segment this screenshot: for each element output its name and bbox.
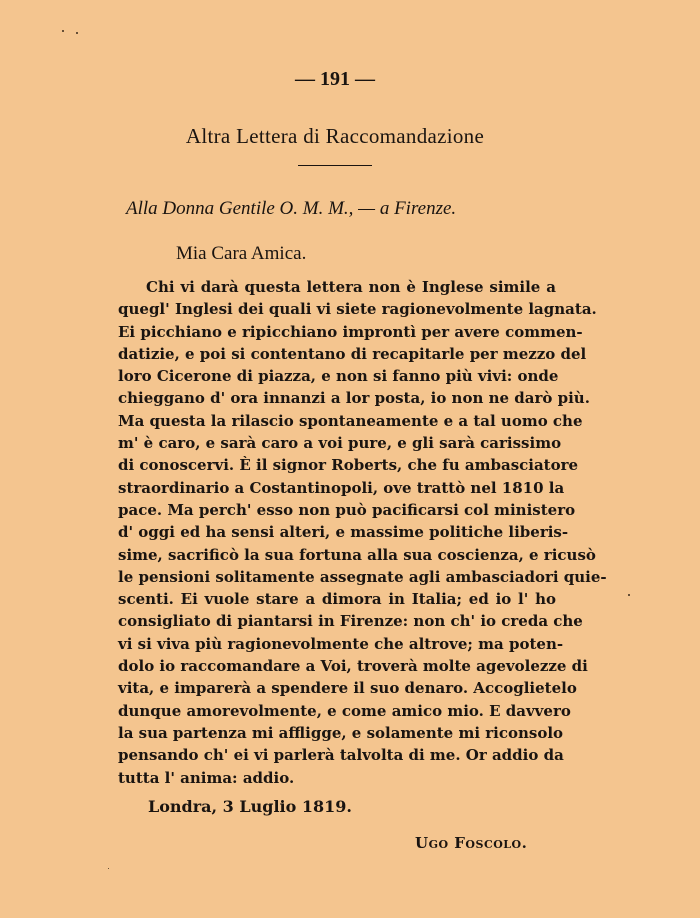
body-line: loro Cicerone di piazza, e non si fanno più vivi: onde [118, 367, 559, 386]
paper-speck [62, 30, 64, 32]
body-line: Ei picchiano e ripicchiano improntì per avere commen- [118, 322, 583, 341]
body-line: vita, e imparerà a spendere il suo denaro. Accoglietelo [118, 679, 577, 698]
letter-date: Londra, 3 Luglio 1819. [148, 797, 352, 816]
body-line: d' oggi ed ha sensi alteri, e massime politiche liberis- [118, 523, 569, 542]
title-divider [298, 165, 372, 166]
letter-title: Altra Lettera di Raccomandazione [185, 124, 485, 148]
body-line: sime, sacrificò la sua fortuna alla sua coscienza, e ricusò [118, 545, 596, 564]
paper-speck [628, 594, 630, 596]
body-line: Chi vi darà questa lettera non è Inglese simile a [146, 278, 556, 296]
paper-speck [108, 868, 109, 869]
body-line: pace. Ma perch' esso non può pacificarsi col ministero [118, 500, 576, 519]
letter-signature: Ugo Foscolo. [415, 834, 528, 852]
body-line: le pensioni solitamente assegnate agli ambasciadori quie- [118, 567, 607, 586]
body-line: dolo io raccomandare a Voi, troverà molte agevolezze di [118, 657, 588, 676]
letter-address: Alla Donna Gentile O. M. M., — a Firenze. [126, 198, 457, 219]
letter-body [118, 276, 607, 789]
body-line: dunque amorevolmente, e come amico mio. E davvero [118, 701, 571, 720]
paper-speck [76, 32, 78, 34]
body-line: scenti. Ei vuole stare a dimora in Italia; ed io l' ho [118, 590, 556, 609]
body-line: la sua partenza mi affligge, e solamente mi riconsolo [118, 723, 564, 742]
body-line: Ma questa la rilascio spontaneamente e a tal uomo che [118, 411, 583, 430]
body-line: datizie, e poi si contentano di recapitarle per mezzo del [118, 344, 587, 363]
body-line: tutta l' anima: addio. [118, 768, 295, 787]
salutation: Mia Cara Amica. [176, 243, 307, 264]
body-line: pensando ch' ei vi parlerà talvolta di me. Or addio da [118, 746, 564, 765]
body-line: straordinario a Costantinopoli, ove trattò nel 1810 la [118, 478, 565, 497]
body-line: chieggano d' ora innanzi a lor posta, io non ne darò più. [118, 389, 590, 408]
body-line: quegl' Inglesi dei quali vi siete ragionevolmente lagnata. [118, 300, 597, 319]
body-line: di conoscervi. È il signor Roberts, che fu ambasciatore [118, 456, 579, 475]
body-line: m' è caro, e sarà caro a voi pure, e gli sarà carissimo [118, 434, 562, 453]
page-number: — 191 — [295, 68, 375, 90]
body-line: vi si viva più ragionevolmente che altrove; ma poten- [118, 634, 564, 653]
body-line: consigliato di piantarsi in Firenze: non ch' io creda che [118, 612, 583, 631]
